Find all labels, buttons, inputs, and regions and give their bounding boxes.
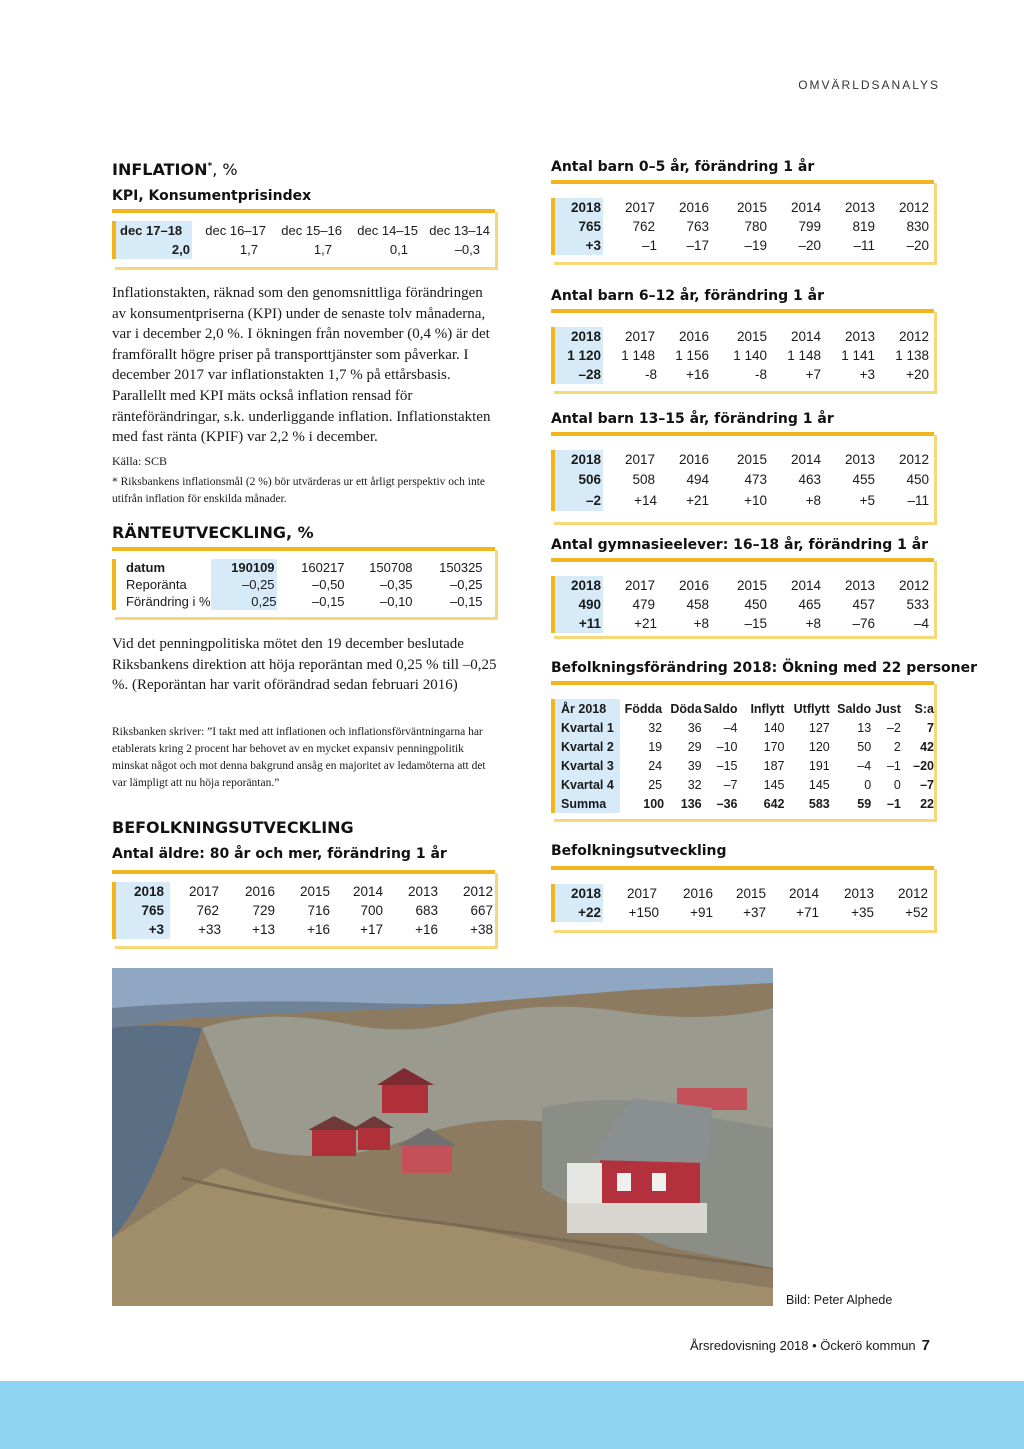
rate-table	[112, 547, 495, 617]
pc-total-cell: 100	[643, 796, 665, 811]
pc-cell: 25	[648, 777, 663, 792]
c1315-count: 450	[906, 472, 929, 487]
elderly-table-grid	[112, 882, 493, 939]
kpi-period: dec 13–14	[429, 223, 490, 238]
rate-cell: –0,25	[211, 576, 277, 593]
pc-cell: –15	[716, 758, 738, 773]
s1618-change: +11	[553, 614, 603, 633]
s1618-year: 2012	[898, 578, 929, 593]
c05-year: 2017	[624, 200, 655, 215]
children-13-15-title: Antal barn 13–15 år, förändring 1 år	[551, 411, 834, 427]
pop-change-grid	[551, 699, 934, 813]
pc-cell: –2	[886, 720, 901, 735]
bottom-band	[0, 1381, 1024, 1449]
c05-count: 765	[553, 217, 603, 236]
s1618-change: +8	[805, 616, 821, 631]
children-0-5-table	[551, 180, 934, 262]
pc-cell: 140	[763, 720, 785, 735]
children-13-15-table	[551, 432, 934, 522]
s1618-change: –4	[913, 616, 929, 631]
elderly-year: 2017	[188, 884, 219, 899]
pc-cell: 36	[687, 720, 702, 735]
population-title: BEFOLKNINGSUTVECKLING	[112, 818, 354, 837]
elderly-table	[112, 870, 495, 946]
pc-row-label: Kvartal 3	[553, 756, 620, 775]
pc-row-label: Kvartal 1	[553, 718, 620, 737]
c1315-year: 2018	[553, 450, 603, 469]
c05-count: 799	[798, 219, 821, 234]
pc-sum-cell: 7	[927, 720, 934, 735]
pd-year: 2014	[788, 886, 819, 901]
pop-change-table	[551, 681, 934, 819]
elderly-count: 729	[252, 903, 275, 918]
c05-change: –20	[798, 238, 821, 253]
inflation-title-text: INFLATION	[112, 160, 208, 179]
pd-year: 2013	[843, 886, 874, 901]
s1618-year: 2018	[553, 576, 603, 595]
pc-cell: 170	[763, 739, 785, 754]
c612-count: 1 140	[733, 348, 767, 363]
c05-year: 2012	[898, 200, 929, 215]
inflation-footnote: * Riksbankens inflationsmål (2 %) bör utvärderas ur ett årligt perspektiv och inte utifrån inflation för enskilda månader.	[112, 476, 486, 505]
pc-cell: 29	[687, 739, 702, 754]
pc-cell: –4	[857, 758, 872, 773]
elderly-year: 2013	[407, 884, 438, 899]
c612-change: -8	[644, 367, 657, 382]
pc-total-cell: –36	[716, 796, 738, 811]
c05-change: –20	[906, 238, 929, 253]
kpi-period: dec 14–15	[357, 223, 418, 238]
pc-cell: 19	[648, 739, 663, 754]
pop-change-title: Befolkningsförändring 2018: Ökning med 22 personer	[551, 660, 978, 676]
c1315-count: 506	[553, 469, 603, 490]
inflation-title	[112, 160, 238, 179]
c612-count: 1 148	[787, 348, 821, 363]
elderly-count: 667	[470, 903, 493, 918]
c05-year: 2014	[790, 200, 821, 215]
s1618-change: +8	[693, 616, 709, 631]
c612-count: 1 148	[621, 348, 655, 363]
elderly-change: +16	[307, 922, 330, 937]
pc-cell: 120	[808, 739, 830, 754]
pc-row-label: Summa	[553, 794, 620, 813]
pd-change: +22	[553, 903, 603, 922]
footer-text: Årsredovisning 2018 • Öckerö kommun	[690, 1338, 916, 1353]
children-6-12-grid	[551, 327, 929, 384]
c05-change: +3	[553, 236, 603, 255]
rate-row-label: Förändring i %	[126, 594, 211, 609]
pd-change: +150	[628, 905, 659, 920]
pd-change: +35	[851, 905, 874, 920]
c1315-change: –2	[553, 490, 603, 511]
pd-change: +37	[743, 905, 766, 920]
children-6-12-table	[551, 309, 934, 391]
rate-cell: –0,25	[450, 577, 483, 592]
c612-year: 2018	[553, 327, 603, 346]
c1315-change: –11	[907, 493, 929, 508]
rate-title: RÄNTEUTVECKLING, %	[112, 523, 314, 542]
elderly-count: 765	[114, 901, 170, 920]
pc-total-cell: –1	[886, 796, 901, 811]
pc-cell: 32	[648, 720, 663, 735]
pc-row-label: Kvartal 4	[553, 775, 620, 794]
kpi-value: 1,7	[313, 242, 332, 257]
c05-count: 763	[686, 219, 709, 234]
elderly-year: 2016	[244, 884, 275, 899]
pd-year: 2018	[553, 884, 603, 903]
kpi-value: –0,3	[454, 242, 480, 257]
elderly-change: +17	[360, 922, 383, 937]
inflation-body: Inflationstakten, räknad som den genomsnittliga förändringen av konsumentpriserna (KPI) under de senaste tolv månaderna, var i december 2,0 %. I ökningen från november (0,4 %) är det framförallt högre priser på transporttjänster som påverkar. I december 2017 var inflationstakten 1,7 % på ettårsbasis. Parallellt med KPI mäts också inflation rensad för ränteförändringar, s.k. underliggande inflation. Inflationstakten med fast ränta (KPIF) var 2,2 % i december.	[112, 285, 491, 446]
elderly-year: 2015	[299, 884, 330, 899]
kpi-period: dec 15–16	[281, 223, 342, 238]
s1618-year: 2017	[624, 578, 655, 593]
c05-change: –11	[853, 238, 875, 253]
elderly-count: 762	[196, 903, 219, 918]
elderly-year: 2012	[462, 884, 493, 899]
elderly-year: 2018	[114, 882, 170, 901]
kpi-period: dec 16–17	[205, 223, 266, 238]
kpi-table	[112, 209, 495, 267]
pc-header: År 2018	[553, 699, 620, 718]
page-number: 7	[921, 1337, 930, 1354]
c612-year: 2013	[844, 329, 875, 344]
s1618-count: 458	[686, 597, 709, 612]
c1315-count: 473	[744, 472, 767, 487]
s1618-year: 2014	[790, 578, 821, 593]
s1618-count: 465	[798, 597, 821, 612]
elderly-change: +33	[198, 922, 221, 937]
rate-header: 190109	[211, 559, 277, 576]
pd-year: 2016	[682, 886, 713, 901]
c612-year: 2016	[678, 329, 709, 344]
pc-header: Utflytt	[793, 701, 830, 716]
section-label: OMVÄRLDSANALYS	[798, 78, 940, 92]
students-grid	[551, 576, 929, 633]
pc-cell: 0	[864, 777, 872, 792]
s1618-count: 533	[906, 597, 929, 612]
elderly-change: +13	[252, 922, 275, 937]
pc-cell: 39	[687, 758, 702, 773]
pc-cell: 2	[893, 739, 901, 754]
students-table	[551, 558, 934, 636]
c1315-year: 2015	[736, 452, 767, 467]
pc-header: S:a	[914, 701, 934, 716]
s1618-count: 490	[553, 595, 603, 614]
c612-count: 1 156	[675, 348, 709, 363]
elderly-change: +3	[114, 920, 170, 939]
c1315-change: +14	[634, 493, 657, 508]
coastal-photo	[112, 968, 773, 1306]
elderly-title: Antal äldre: 80 år och mer, förändring 1 år	[112, 846, 447, 862]
pc-header: Saldo	[837, 701, 872, 716]
pc-cell: –7	[723, 777, 738, 792]
students-title: Antal gymnasieelever: 16–18 år, förändring 1 år	[551, 537, 929, 553]
pc-row-label: Kvartal 2	[553, 737, 620, 756]
pc-cell: 24	[648, 758, 663, 773]
pc-total-cell: 642	[763, 796, 785, 811]
c05-change: –1	[641, 238, 657, 253]
c1315-change: +21	[686, 493, 709, 508]
s1618-year: 2015	[736, 578, 767, 593]
rate-header: 150708	[369, 560, 413, 575]
c05-change: –19	[744, 238, 767, 253]
kpi-period: dec 17–18	[114, 221, 192, 240]
c612-change: –28	[553, 365, 603, 384]
c1315-change: +8	[805, 493, 821, 508]
c612-change: -8	[754, 367, 767, 382]
kpi-value: 2,0	[114, 240, 192, 259]
c05-year: 2013	[844, 200, 875, 215]
rate-cell: –0,10	[380, 594, 413, 609]
pc-cell: 32	[687, 777, 702, 792]
c1315-year: 2016	[678, 452, 709, 467]
pc-cell: 0	[893, 777, 901, 792]
pc-header: Just	[875, 701, 901, 716]
c1315-year: 2012	[898, 452, 929, 467]
pc-cell: 145	[763, 777, 785, 792]
rate-table-grid	[112, 559, 483, 610]
c05-year: 2015	[736, 200, 767, 215]
c612-year: 2012	[898, 329, 929, 344]
children-13-15-grid	[551, 450, 929, 511]
pd-year: 2015	[735, 886, 766, 901]
elderly-change: +16	[415, 922, 438, 937]
kpi-table-grid	[112, 221, 490, 259]
s1618-change: –15	[744, 616, 767, 631]
footer	[690, 1337, 930, 1354]
c1315-count: 494	[686, 472, 709, 487]
c612-change: +3	[859, 367, 875, 382]
pc-cell: –10	[716, 739, 738, 754]
kpi-value: 1,7	[239, 242, 258, 257]
c05-count: 762	[632, 219, 655, 234]
children-6-12-title: Antal barn 6–12 år, förändring 1 år	[551, 288, 824, 304]
pd-change: +52	[905, 905, 928, 920]
c05-change: –17	[686, 238, 709, 253]
rate-header: 150325	[439, 560, 483, 575]
s1618-count: 457	[852, 597, 875, 612]
s1618-count: 450	[744, 597, 767, 612]
pc-cell: 187	[763, 758, 785, 773]
c1315-change: +10	[744, 493, 767, 508]
rate-cell: –0,15	[312, 594, 345, 609]
c05-count: 830	[906, 219, 929, 234]
c1315-year: 2017	[624, 452, 655, 467]
pc-cell: 127	[808, 720, 830, 735]
pop-dev-grid	[551, 884, 928, 922]
pc-header: Döda	[670, 701, 702, 716]
pd-change: +71	[796, 905, 819, 920]
pc-sum-cell: –7	[920, 777, 934, 792]
pc-total-cell: 59	[857, 796, 872, 811]
c1315-change: +5	[859, 493, 875, 508]
kpi-value: 0,1	[389, 242, 408, 257]
kpi-title: KPI, Konsumentprisindex	[112, 188, 312, 204]
pop-dev-table	[551, 866, 934, 930]
pc-cell: 13	[857, 720, 872, 735]
pc-cell: 191	[808, 758, 830, 773]
pc-cell: –1	[886, 758, 901, 773]
rate-header: 160217	[301, 560, 345, 575]
c1315-count: 455	[852, 472, 875, 487]
pc-header: Födda	[624, 701, 663, 716]
pc-cell: 145	[808, 777, 830, 792]
elderly-count: 700	[360, 903, 383, 918]
c05-year: 2016	[678, 200, 709, 215]
inflation-source: Källa: SCB	[112, 454, 168, 468]
c1315-year: 2014	[790, 452, 821, 467]
elderly-change: +38	[470, 922, 493, 937]
c1315-year: 2013	[844, 452, 875, 467]
c612-count: 1 120	[553, 346, 603, 365]
inflation-title-sup: *	[207, 161, 213, 172]
c612-year: 2017	[624, 329, 655, 344]
elderly-year: 2014	[352, 884, 383, 899]
pc-sum-cell: –20	[913, 758, 934, 773]
pc-header: Saldo	[703, 701, 738, 716]
s1618-change: +21	[634, 616, 657, 631]
rate-cell: 0,25	[211, 593, 277, 610]
rate-quote: Riksbanken skriver: ”I takt med att inflationen och inflationsförväntningarna har etablerats kring 2 procent har behovet av en mycket expansiv penningpolitik minskat något och mot denna bakgrund ansåg en majoritet av ledamöterna att det var lämpligt att nu höja reporäntan.”	[112, 726, 486, 789]
s1618-count: 479	[632, 597, 655, 612]
pc-cell: –4	[723, 720, 738, 735]
pc-header: Inflytt	[750, 701, 785, 716]
s1618-change: –76	[852, 616, 875, 631]
pd-year: 2012	[897, 886, 928, 901]
pc-total-cell: 583	[808, 796, 830, 811]
c612-change: +16	[686, 367, 709, 382]
c1315-count: 508	[632, 472, 655, 487]
pd-year: 2017	[626, 886, 657, 901]
rate-body: Vid det penningpolitiska mötet den 19 december beslutade Riksbankens direktion att höja reporäntan med 0,25 % till –0,25 %. (Reporäntan har varit oförändrad sedan februari 2016)	[112, 636, 497, 694]
rate-row-label: Reporänta	[126, 577, 187, 592]
c612-change: +7	[805, 367, 821, 382]
s1618-year: 2013	[844, 578, 875, 593]
c612-count: 1 138	[895, 348, 929, 363]
pc-cell: 50	[857, 739, 872, 754]
photo-caption: Bild: Peter Alphede	[786, 1293, 893, 1307]
pc-total-cell: 22	[920, 796, 934, 811]
c612-year: 2014	[790, 329, 821, 344]
inflation-title-suffix: , %	[212, 160, 238, 179]
elderly-count: 716	[307, 903, 330, 918]
c05-year: 2018	[553, 198, 603, 217]
rate-cell: –0,35	[380, 577, 413, 592]
c1315-count: 463	[798, 472, 821, 487]
c05-count: 780	[744, 219, 767, 234]
s1618-year: 2016	[678, 578, 709, 593]
children-0-5-title: Antal barn 0–5 år, förändring 1 år	[551, 159, 815, 175]
c612-count: 1 141	[841, 348, 875, 363]
pc-sum-cell: 42	[920, 739, 934, 754]
elderly-count: 683	[415, 903, 438, 918]
c612-year: 2015	[736, 329, 767, 344]
pd-change: +91	[690, 905, 713, 920]
rate-cell: –0,15	[450, 594, 483, 609]
rate-header: datum	[126, 560, 165, 575]
coastal-photo-illustration	[112, 968, 773, 1306]
c05-count: 819	[852, 219, 875, 234]
children-0-5-grid	[551, 198, 929, 255]
rate-cell: –0,50	[312, 577, 345, 592]
pop-dev-title: Befolkningsutveckling	[551, 843, 727, 859]
c612-change: +20	[906, 367, 929, 382]
pc-total-cell: 136	[680, 796, 702, 811]
